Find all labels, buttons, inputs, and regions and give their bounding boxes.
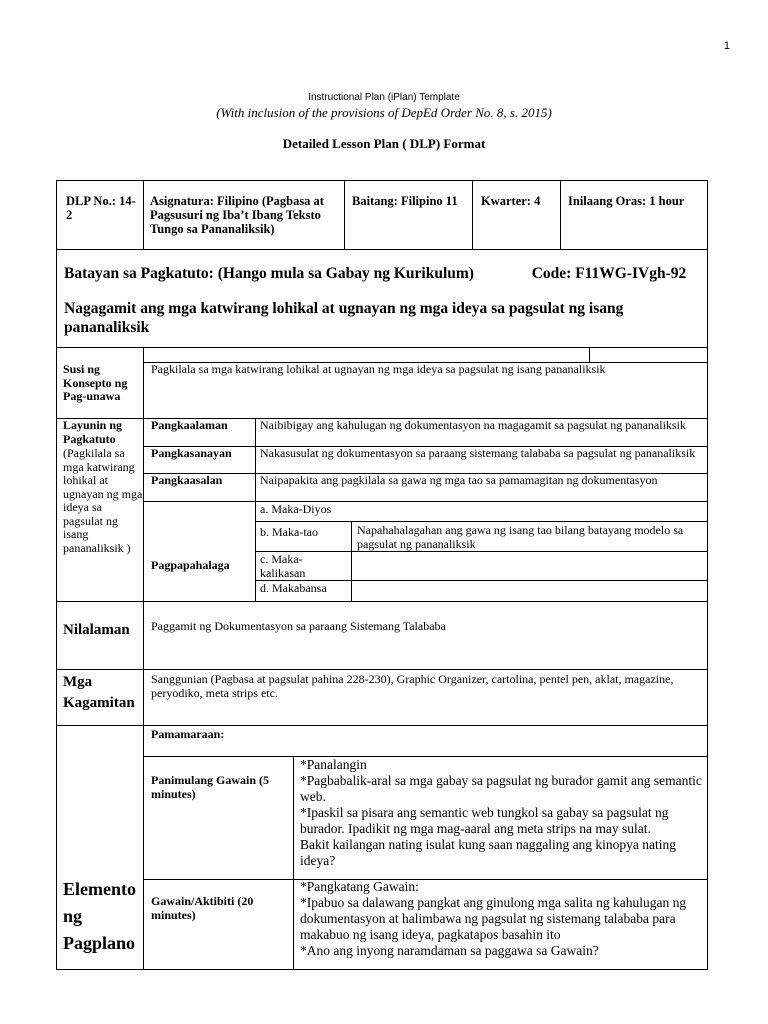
asignatura: Asignatura: Filipino (Pagbasa at Pagsusuri ng Iba’t Ibang Teksto Tungo sa Pananaliksik) (150, 194, 324, 236)
susi-text: Pagkilala sa mga katwirang lohikal at ugnayan ng mga ideya sa pagsulat ng isang pananaliksik (151, 362, 606, 376)
nilalaman-text: Paggamit ng Dokumentasyon sa paraang Sistemang Talababa (151, 619, 446, 633)
batayan-block (64, 264, 704, 283)
gawain-label: Gawain/Aktibiti (20 minutes) (151, 894, 254, 922)
format-title: Detailed Lesson Plan ( DLP) Format (282, 136, 486, 151)
pangkaalaman-label: Pangkaalaman (151, 418, 228, 432)
pangkaasalan-text: Naipapakita ang pagkilala sa gawa ng mga tao sa pamamagitan ng dokumentasyon (260, 473, 658, 487)
batayan-text: Nagagamit ang mga katwirang lohikal at ugnayan ng mga ideya sa pagsulat ng isang pananaliksik (64, 300, 624, 336)
kagamitan-text: Sanggunian (Pagbasa at pagsulat pahina 228-230), Graphic Organizer, cartolina, pentel pen, aklat, magazine, peryodiko, meta strips etc. (151, 672, 674, 700)
list-item: *Ipabuo sa dalawang pangkat ang ginulong mga salita ng kahulugan ng dokumentasyon at halimbawa ng pagsulat ng sistemang talababa para makabuo ng isang ideya, pagkatapos basahin ito (300, 895, 687, 942)
maka-kalikasan: c. Maka-kalikasan (260, 552, 306, 580)
kagamitan-label: Mga Kagamitan (63, 674, 135, 711)
maka-tao: b. Maka-tao (260, 525, 318, 539)
panimula-list (300, 757, 704, 869)
list-item: *Ipaskil sa pisara ang semantic web tungkol sa gabay sa pagsulat ng burador. Ipadikit ng mga mag-aaral ang meta strips na may sulat. (300, 805, 669, 836)
nilalaman-label: Nilalaman (63, 622, 130, 638)
pangkaalaman-text: Naibibigay ang kahulugan ng dokumentasyon na magagamit sa pagsulat ng pananaliksik (260, 418, 686, 432)
list-item: *Ano ang inyong naramdaman sa paggawa sa Gawain? (300, 943, 599, 958)
template-subtitle: (With inclusion of the provisions of DepEd Order No. 8, s. 2015) (216, 105, 552, 120)
gawain-list (300, 879, 704, 959)
pagpapahalaga-label: Pagpapahalaga (151, 558, 230, 572)
dlp-number: DLP No.: 14-2 (66, 194, 136, 222)
susi-label: Susi ng Konsepto ng Pag-unawa (63, 362, 128, 403)
batayan-label: Batayan sa Pagkatuto: (Hango mula sa Gabay ng Kurikulum) (64, 265, 474, 282)
page-number: 1 (723, 40, 730, 52)
layunin-label: Layunin ng Pagkatuto (63, 418, 123, 446)
layunin-desc: (Pagkilala sa mga katwirang lohikal at ugnayan ng mga ideya sa pagsulat ng isang pananaliksik ) (63, 446, 143, 555)
maka-tao-text: Napahahalagahan ang gawa ng isang tao bilang batayang modelo sa pagsulat ng pananaliksik (357, 523, 684, 551)
batayan-code: Code: F11WG-IVgh-92 (531, 265, 687, 282)
baitang: Baitang: Filipino 11 (352, 194, 458, 208)
pamamaraan-label: Pamamaraan: (151, 727, 225, 741)
pangkasanayan-label: Pangkasanayan (151, 446, 232, 460)
maka-diyos: a. Maka-Diyos (260, 502, 332, 516)
pangkaasalan-label: Pangkaasalan (151, 473, 223, 487)
list-item: Bakit kailangan nating isulat kung saan naggaling ang kinopya nating ideya? (300, 837, 677, 868)
inilaang-oras: Inilaang Oras: 1 hour (568, 194, 685, 208)
list-item: *Panalangin (300, 757, 367, 772)
kwarter: Kwarter: 4 (481, 194, 541, 208)
pangkasanayan-text: Nakasusulat ng dokumentasyon sa paraang sistemang talababa sa pagsulat ng pananaliksik (260, 446, 696, 460)
makabansa: d. Makabansa (260, 581, 327, 595)
list-item: *Pagbabalik-aral sa mga gabay sa pagsulat ng burador gamit ang semantic web. (300, 773, 702, 804)
list-item: *Pangkatang Gawain: (300, 879, 419, 894)
template-title: Instructional Plan (iPlan) Template (308, 92, 460, 103)
panimula-label: Panimulang Gawain (5 minutes) (151, 773, 270, 801)
elemento-label: Elemento ng Pagplano (63, 879, 136, 953)
